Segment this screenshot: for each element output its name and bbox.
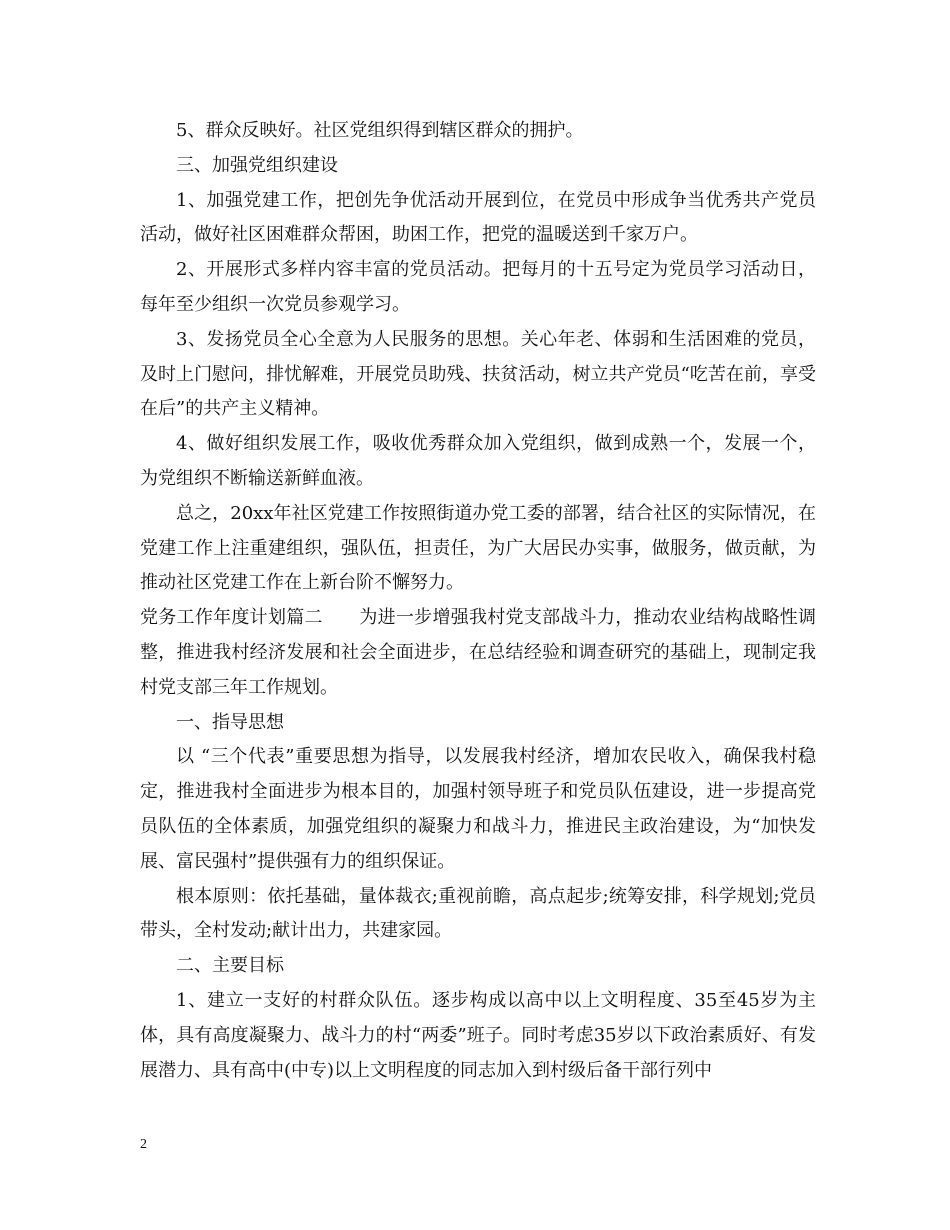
paragraph-guiding-thought: 以 “三个代表”重要思想为指导，以发展我村经济，增加农民收入，确保我村稳定，推进我村全面进步为根本目的，加强村领导班子和党员队伍建设，进一步提高党员队伍的全体素质，加强党组织的凝聚力和战斗力，推进民主政治建设，为“加快发展、富民强村”提供强有力的组织保证。 [140,746,816,872]
section-heading-guiding-thought: 一、指导思想 [176,711,284,733]
paragraph-item-5-feedback: 5、群众反映好。社区党组织得到辖区群众的拥护。 [176,120,584,141]
paragraph-serve-people: 3、发扬党员全心全意为人民服务的思想。关心年老、体弱和生活困难的党员，及时上门慰问，排忧解难，开展党员助残、扶贫活动，树立共产党员“吃苦在前，享受在后”的共产主义精神。 [140,328,816,420]
page-number: 2 [140,1137,147,1152]
paragraph-main-goal-1: 1、建立一支好的村群众队伍。逐步构成以高中以上文明程度、35至45岁为主体，具有高度凝聚力、战斗力的村“两委”班子。同时考虑35岁以下政治素质好、有发展潜力、具有高中(中专)以上文明程度的同志加入到村级后备干部行列中 [140,989,816,1081]
paragraph-party-building: 1、加强党建工作，把创先争优活动开展到位，在党员中形成争当优秀共产党员活动，做好社区困难群众帮困，助困工作，把党的温暖送到千家万户。 [140,189,816,246]
section-heading-main-goals: 二、主要目标 [176,955,284,977]
section-heading-3: 三、加强党组织建设 [176,154,338,176]
paragraph-organization-development: 4、做好组织发展工作，吸收优秀群众加入党组织，做到成熟一个，发展一个，为党组织不断输送新鲜血液。 [140,433,816,489]
paragraph-party-activities: 2、开展形式多样内容丰富的党员活动。把每月的十五号定为党员学习活动日，每年至少组织一次党员参观学习。 [140,259,816,315]
paragraph-plan-part-two: 党务工作年度计划篇二 为进一步增强我村党支部战斗力，推动农业结构战略性调整，推进我村经济发展和社会全面进步，在总结经验和调查研究的基础上，现制定我村党支部三年工作规划。 [140,607,816,698]
document-body [140,114,816,1088]
paragraph-basic-principles: 根本原则：依托基础，量体裁衣;重视前瞻，高点起步;统筹安排，科学规划;党员带头，全村发动;献计出力，共建家园。 [140,885,816,942]
paragraph-summary: 总之，20xx年社区党建工作按照街道办党工委的部署，结合社区的实际情况，在党建工作上注重建组织，强队伍，担责任，为广大居民办实事，做服务，做贡献，为推动社区党建工作在上新台阶不懈努力。 [140,502,816,594]
